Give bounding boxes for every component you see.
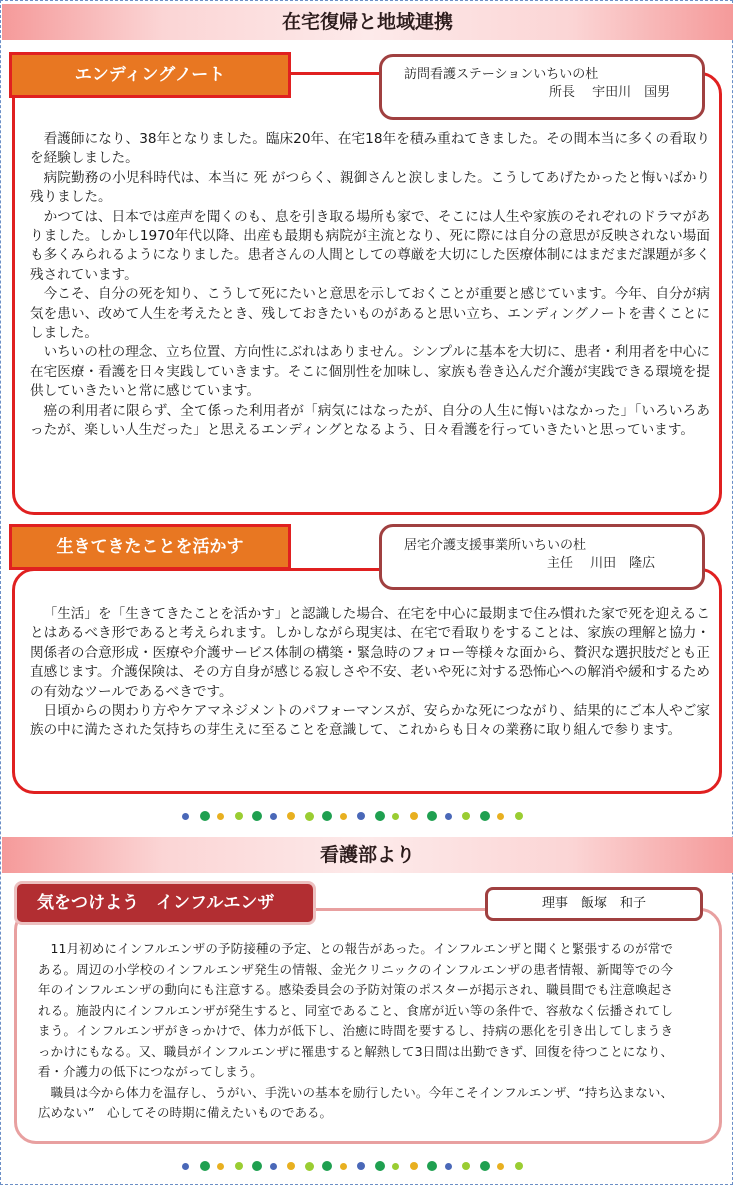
paragraph: 日頃からの関わり方やケアマネジメントのパフォーマンスが、安らかな死につながり、結果的にご本人やご家族の中に満たされた気持ちの芽生えに至ることを意識して、これからも日々の業務に取り組んで参ります。: [30, 703, 710, 739]
decor-dot: [217, 1163, 224, 1170]
author-name: 主任 川田 隆広: [547, 556, 656, 571]
decor-dot: [252, 1161, 262, 1171]
article-tag: [14, 881, 316, 925]
author-box: [379, 54, 705, 120]
paragraph: いちいの杜の理念、立ち位置、方向性にぶれはありません。シンプルに基本を大切に、患者・利用者を中心に在宅医療・看護を日々実践していきます。そこに個別性を加味し、家族も巻き込んだ介護が実践できる環境を提供していきたいと常に感じています。: [30, 344, 710, 400]
decor-dot: [357, 812, 365, 820]
decor-dot: [392, 1163, 399, 1170]
decor-dot: [252, 811, 262, 821]
author-box: [485, 887, 703, 921]
article-tag-label: エンディングノート: [74, 65, 226, 85]
decor-dot: [427, 1161, 437, 1171]
decor-dot: [427, 811, 437, 821]
decor-dot: [182, 813, 189, 820]
decor-dot: [217, 813, 224, 820]
decor-dot: [497, 1163, 504, 1170]
decor-dot: [322, 1161, 332, 1171]
decor-dot: [375, 811, 385, 821]
paragraph: 癌の利用者に限らず、全て係った利用者が「病気にはなったが、自分の人生に悔いはなかった」「いろいろあったが、楽しい人生だった」と思えるエンディングとなるよう、日々看護を行っていきたいと思っています。: [30, 402, 710, 439]
paragraph: 今こそ、自分の死を知り、こうして死にたいと意思を示しておくことが重要と感じています。今年、自分が病気を患い、改めて人生を考えたとき、残しておきたいものがあると思い立ち、エンディングノートを書くことにしました。: [30, 286, 710, 342]
section-title: 看護部より: [319, 844, 415, 866]
decor-dot: [200, 1161, 210, 1171]
decor-dot: [462, 812, 470, 820]
paragraph: 病院勤務の小児科時代は、本当に 死 がつらく、親御さんと涙しました。こうしてあげたかったと悔いばかり残りました。: [30, 169, 710, 206]
article-body: [30, 605, 710, 741]
paragraph: 看護師になり、38年となりました。臨床20年、在宅18年を積み重ねてきました。その間本当に多くの看取りを経験しました。: [30, 131, 710, 167]
section-title: 在宅復帰と地域連携: [281, 11, 453, 33]
article-tag-label: 気をつけよう インフルエンザ: [37, 893, 275, 913]
decor-dot: [410, 812, 418, 820]
decor-dot: [392, 813, 399, 820]
decor-dot: [287, 812, 295, 820]
decor-dot: [182, 1163, 189, 1170]
paragraph: 「生活」を「生きてきたことを活かす」と認識した場合、在宅を中心に最期まで住み慣れた家で死を迎えることはあるべき形であると考えられます。しかしながら現実は、在宅で看取りをすることは、家族の理解と協力・関係者の合意形成・医療や介護サービス体制の構築・緊急時のフォロー等様々な面から、贅沢な選択肢だとも正直感じます。介護保険は、その方自身が感じる寂しさや不安、老いや死に対する恐怖心への解消や緩和するための有効なツールであるべきです。: [30, 606, 710, 700]
decor-dot: [515, 1162, 523, 1170]
decor-dot: [235, 1162, 243, 1170]
decor-dot: [270, 813, 277, 820]
decor-dot: [322, 811, 332, 821]
section-header-nursing: [2, 837, 733, 873]
decor-dot: [305, 1162, 314, 1171]
author-name: 所長 宇田川 国男: [549, 85, 671, 100]
decor-dot: [445, 813, 452, 820]
decor-dot: [340, 813, 347, 820]
decor-dot: [445, 1163, 452, 1170]
paragraph: かつては、日本では産声を聞くのも、息を引き取る場所も家で、そこには人生や家族のそれぞれのドラマがありました。しかし1970年代以降、出産も最期も病院が主流となり、死に際には自分の意思が反映されない場面も多くみられるようになりました。患者さんの人間としての尊厳を大切にした医療体制にはまだまだ課題が多く残されています。: [30, 208, 710, 283]
decor-dot: [462, 1162, 470, 1170]
paragraph: 職員は今から体力を温存し、うがい、手洗いの基本を励行したい。今年こそインフルエンザ、“持ち込まない、広めない” 心してその時期に備えたいものである。: [38, 1084, 673, 1120]
decor-dot: [375, 1161, 385, 1171]
article-body: [38, 939, 673, 1124]
decor-dot: [480, 811, 490, 821]
article-body: [30, 130, 710, 441]
article-tag: [9, 524, 291, 570]
decor-dot: [480, 1161, 490, 1171]
decor-dot: [200, 811, 210, 821]
decor-dot: [270, 1163, 277, 1170]
decor-dot: [305, 812, 314, 821]
author-org: 訪問看護ステーションいちいの杜: [404, 67, 599, 82]
article-tag: [9, 52, 291, 98]
decor-dot: [235, 812, 243, 820]
author-box: [379, 524, 705, 590]
decor-dot: [515, 812, 523, 820]
decor-dot: [287, 1162, 295, 1170]
decor-dot: [340, 1163, 347, 1170]
section-header-home-return: [2, 4, 733, 40]
article-tag-label: 生きてきたことを活かす: [56, 537, 244, 557]
author-org: 居宅介護支援事業所いちいの杜: [404, 538, 587, 553]
paragraph: 11月初めにインフルエンザの予防接種の予定、との報告があった。インフルエンザと聞くと緊張するのが常である。周辺の小学校のインフルエンザ発生の情報、金光クリニックのインフルエンザの患者情報、新聞等での今年のインフルエンザの動向にも注意する。感染委員会の予防対策のポスターが掲示され、職員間でも注意喚起される。施設内にインフルエンザが発生すると、同室であること、食席が近い等の条件で、容赦なく伝播されてしまう。インフルエンザがきっかけで、体力が低下し、治癒に時間を要するし、持病の悪化を引き出してしまうきっかけにもなる。又、職員がインフルエンザに罹患すると解熱して3日間は出勤できず、回復を待つことになり、看・介護力の低下につながってしまう。: [38, 941, 673, 1079]
decor-dot: [410, 1162, 418, 1170]
author-name: 理事 飯塚 和子: [541, 896, 646, 911]
decor-dot: [497, 813, 504, 820]
decor-dot: [357, 1162, 365, 1170]
